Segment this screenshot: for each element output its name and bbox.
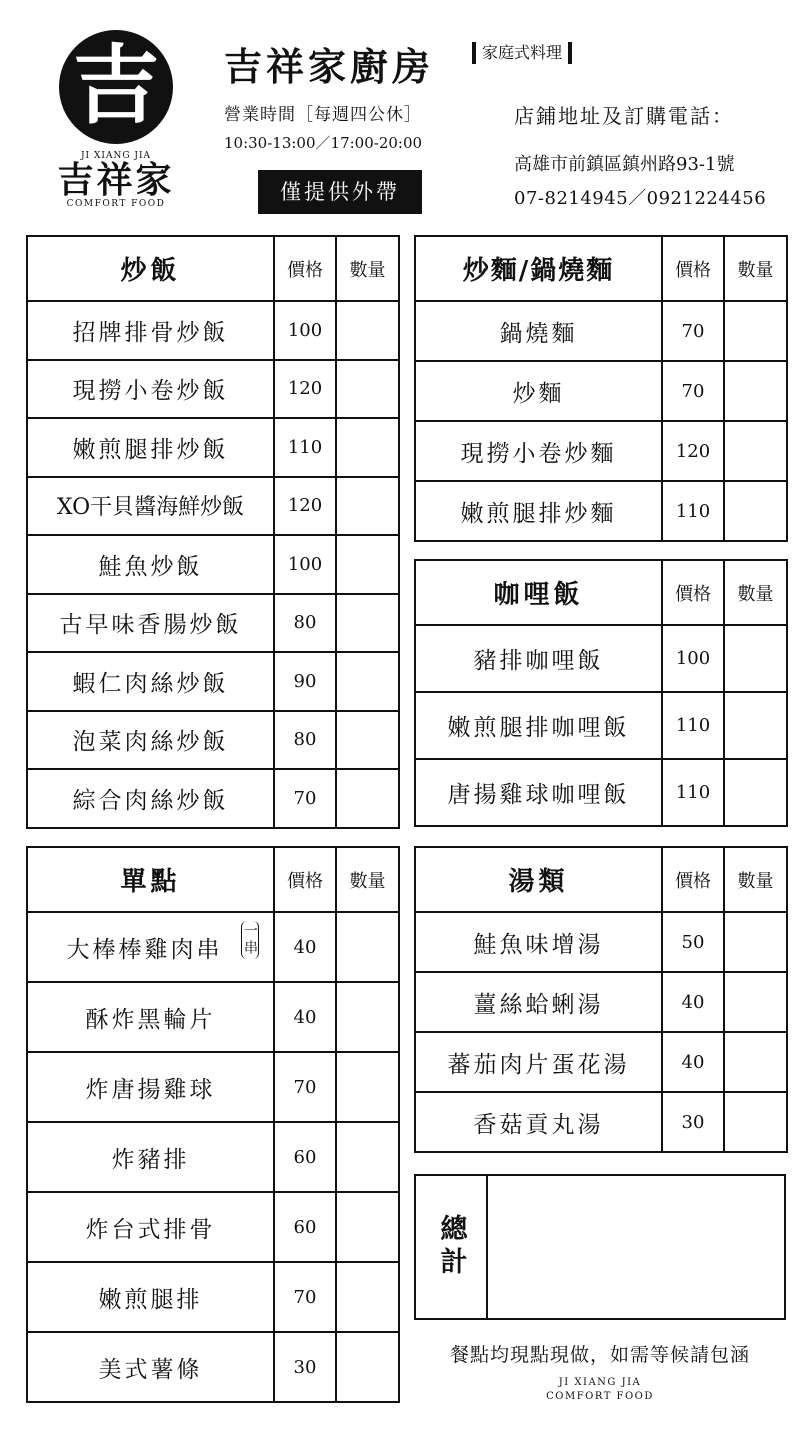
table-row [27, 301, 399, 360]
table-header-row [27, 847, 399, 912]
logo-subtitle: COMFORT FOOD [66, 199, 166, 209]
item-price: 110 [662, 759, 724, 826]
footer-logo-sub: COMFORT FOOD [546, 1391, 654, 1402]
price-header: 價格 [274, 236, 336, 301]
table-header-row [415, 236, 787, 301]
total-value-field[interactable] [488, 1176, 784, 1318]
section-title-sides: 單點 [27, 847, 274, 912]
qty-cell[interactable] [336, 594, 399, 653]
table-row [27, 418, 399, 477]
qty-cell[interactable] [336, 1122, 399, 1192]
item-name: 薑絲蛤蜊湯 [415, 972, 662, 1032]
soups-table [414, 846, 788, 1153]
item-price: 70 [274, 1052, 336, 1122]
tagline: 家庭式料理 [472, 42, 572, 64]
logo-glyph: 吉 [73, 35, 159, 136]
item-name: 現撈小卷炒飯 [27, 360, 274, 419]
section-title-noodles: 炒麵/鍋燒麵 [415, 236, 662, 301]
table-row [27, 594, 399, 653]
qty-header: 數量 [724, 847, 787, 912]
hours-time: 10:30-13:00／17:00-20:00 [224, 134, 423, 152]
item-name: 大棒棒雞肉串 [66, 936, 223, 963]
footer-logo [500, 1376, 700, 1404]
item-name: 炸豬排 [27, 1122, 274, 1192]
qty-cell[interactable] [336, 535, 399, 594]
qty-cell[interactable] [336, 1332, 399, 1402]
table-row [27, 1052, 399, 1122]
table-header-row [27, 236, 399, 301]
table-row [415, 421, 787, 481]
section-title-fried-rice: 炒飯 [27, 236, 274, 301]
item-name: 炒麵 [415, 361, 662, 421]
table-row [415, 759, 787, 826]
item-price: 100 [662, 625, 724, 692]
qty-header: 數量 [336, 847, 399, 912]
table-row [27, 652, 399, 711]
item-price: 30 [274, 1332, 336, 1402]
logo-en-name: JI XIANG JIA [80, 151, 152, 161]
qty-cell[interactable] [724, 361, 787, 421]
qty-cell[interactable] [336, 301, 399, 360]
sides-table [26, 846, 400, 1403]
item-price: 90 [274, 652, 336, 711]
item-name: 招牌排骨炒飯 [27, 301, 274, 360]
qty-cell[interactable] [724, 301, 787, 361]
item-price: 50 [662, 912, 724, 972]
fried-rice-table [26, 235, 400, 829]
item-name: XO干貝醬海鮮炒飯 [27, 477, 274, 536]
item-name: 嫩煎腿排炒麵 [415, 481, 662, 541]
item-price: 120 [274, 360, 336, 419]
total-label: 總計 [435, 1214, 467, 1280]
qty-cell[interactable] [336, 982, 399, 1052]
item-name: 現撈小卷炒麵 [415, 421, 662, 481]
table-row [415, 1092, 787, 1152]
item-price: 110 [662, 692, 724, 759]
takeout-badge: 僅提供外帶 [258, 170, 422, 214]
item-name: 炸台式排骨 [27, 1192, 274, 1262]
qty-header: 數量 [336, 236, 399, 301]
item-name: 鮭魚味增湯 [415, 912, 662, 972]
item-name: 炸唐揚雞球 [27, 1052, 274, 1122]
table-row [27, 1332, 399, 1402]
qty-cell[interactable] [724, 759, 787, 826]
logo-emblem-icon [59, 30, 173, 144]
table-row [27, 535, 399, 594]
item-price: 40 [274, 982, 336, 1052]
price-header: 價格 [662, 847, 724, 912]
item-name-cell [27, 912, 274, 982]
item-name: 嫩煎腿排炒飯 [27, 418, 274, 477]
item-note: 一串 [242, 923, 258, 957]
item-name: 嫩煎腿排咖哩飯 [415, 692, 662, 759]
table-row [27, 477, 399, 536]
table-header-row [415, 560, 787, 625]
qty-cell[interactable] [336, 912, 399, 982]
item-name: 蝦仁肉絲炒飯 [27, 652, 274, 711]
qty-header: 數量 [724, 236, 787, 301]
qty-cell[interactable] [336, 360, 399, 419]
qty-cell[interactable] [336, 418, 399, 477]
item-name: 酥炸黑輪片 [27, 982, 274, 1052]
item-name: 唐揚雞球咖哩飯 [415, 759, 662, 826]
table-row [27, 1192, 399, 1262]
item-price: 80 [274, 594, 336, 653]
table-row [27, 982, 399, 1052]
qty-cell[interactable] [336, 711, 399, 770]
item-name: 鍋燒麵 [415, 301, 662, 361]
section-title-soups: 湯類 [415, 847, 662, 912]
item-price: 60 [274, 1122, 336, 1192]
price-header: 價格 [662, 236, 724, 301]
qty-header: 數量 [724, 560, 787, 625]
table-header-row [415, 847, 787, 912]
item-price: 40 [662, 972, 724, 1032]
item-price: 70 [274, 769, 336, 828]
table-row [415, 301, 787, 361]
qty-cell[interactable] [724, 1092, 787, 1152]
item-name: 豬排咖哩飯 [415, 625, 662, 692]
item-name: 香菇貢丸湯 [415, 1092, 662, 1152]
item-name: 古早味香腸炒飯 [27, 594, 274, 653]
item-price: 80 [274, 711, 336, 770]
qty-cell[interactable] [724, 481, 787, 541]
item-name: 鮭魚炒飯 [27, 535, 274, 594]
price-header: 價格 [274, 847, 336, 912]
item-name: 嫩煎腿排 [27, 1262, 274, 1332]
table-row [415, 1032, 787, 1092]
table-row [415, 361, 787, 421]
item-price: 110 [274, 418, 336, 477]
qty-cell[interactable] [336, 477, 399, 536]
table-row [27, 1262, 399, 1332]
qty-cell[interactable] [336, 1192, 399, 1262]
item-price: 100 [274, 535, 336, 594]
footer-logo-en: JI XIANG JIA [558, 1377, 642, 1388]
table-row [415, 692, 787, 759]
item-name: 蕃茄肉片蛋花湯 [415, 1032, 662, 1092]
curry-table [414, 559, 788, 827]
phone: 07-8214945／0921224456 [514, 188, 767, 209]
item-price: 120 [274, 477, 336, 536]
qty-cell[interactable] [724, 972, 787, 1032]
section-title-curry: 咖哩飯 [415, 560, 662, 625]
item-price: 60 [274, 1192, 336, 1262]
item-price: 110 [662, 481, 724, 541]
footer-note: 餐點均現點現做，如需等候請包涵 [449, 1344, 750, 1366]
qty-cell[interactable] [724, 912, 787, 972]
price-header: 價格 [662, 560, 724, 625]
noodles-table [414, 235, 788, 542]
item-name: 綜合肉絲炒飯 [27, 769, 274, 828]
table-row [415, 912, 787, 972]
item-name: 泡菜肉絲炒飯 [27, 711, 274, 770]
total-label-cell [416, 1176, 488, 1318]
hours-label: 營業時間［每週四公休］ [224, 105, 422, 125]
table-row [415, 625, 787, 692]
item-price: 70 [274, 1262, 336, 1332]
address: 高雄市前鎮區鎮州路93-1號 [514, 154, 735, 175]
qty-cell[interactable] [336, 1262, 399, 1332]
table-row [27, 912, 399, 982]
table-row [27, 360, 399, 419]
item-price: 70 [662, 361, 724, 421]
qty-cell[interactable] [724, 421, 787, 481]
item-price: 120 [662, 421, 724, 481]
qty-cell[interactable] [724, 625, 787, 692]
table-row [27, 1122, 399, 1192]
qty-cell[interactable] [336, 1052, 399, 1122]
qty-cell[interactable] [724, 692, 787, 759]
table-row [27, 769, 399, 828]
qty-cell[interactable] [336, 769, 399, 828]
qty-cell[interactable] [336, 652, 399, 711]
logo [56, 30, 176, 209]
item-price: 40 [662, 1032, 724, 1092]
table-row [415, 481, 787, 541]
page-title: 吉祥家廚房 [224, 44, 435, 89]
item-name: 美式薯條 [27, 1332, 274, 1402]
item-price: 40 [274, 912, 336, 982]
item-price: 100 [274, 301, 336, 360]
address-label: 店鋪地址及訂購電話： [514, 104, 734, 128]
qty-cell[interactable] [724, 1032, 787, 1092]
item-price: 70 [662, 301, 724, 361]
table-row [27, 711, 399, 770]
logo-zh-name: 吉祥家 [57, 159, 175, 201]
total-box [414, 1174, 786, 1320]
item-price: 30 [662, 1092, 724, 1152]
table-row [415, 972, 787, 1032]
